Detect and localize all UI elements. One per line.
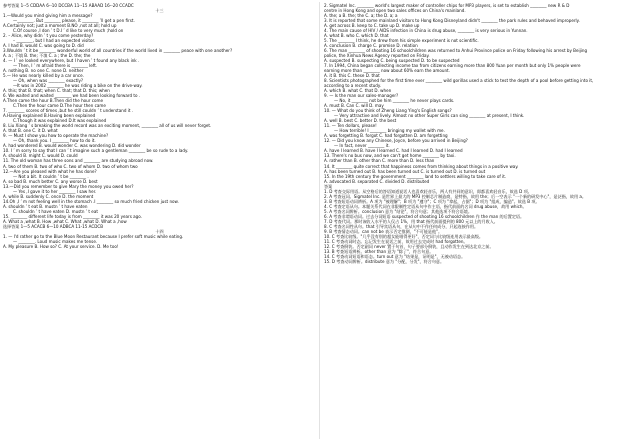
left-column-line: — ________. Loud music makes me tense. — [13, 238, 98, 244]
left-column-line: C.Of course ,I don ’ t D.I ’ d like to very much ;hold on — [13, 28, 124, 34]
right-column-line: 3. B 考查短语动词辨析。A 项为 "被理解"；B 项为 "遵守"；C 项为 "拿起，占据"；D 项为 "组成，编造"。故选 B 项。 — [324, 198, 540, 204]
left-column-line: A.Having explained B.Having been explained — [3, 113, 96, 119]
right-column-line: 答案 — [324, 183, 333, 189]
left-column-line: A. shouldn ’ t eat B. mustn ’ t have eaten — [3, 203, 88, 209]
left-column-line: — Oh, when was ________ exactly? — [13, 78, 84, 84]
right-column-line: A. well B. best C. better D. the best — [324, 118, 397, 124]
left-column-line: A. while B. suddenly C. once D. the moment — [3, 193, 94, 199]
left-column-line: 参考答案 1--5 CDDAA 6--10 DCCBA 11--15 ABAAD 16--20 CCADC — [3, 3, 134, 8]
left-column-line: 9. — Must I show you how to operate the machine? — [3, 133, 109, 139]
right-column-line: police, the Xinhua News Agency reported on Friday. — [324, 53, 430, 59]
right-column-line: 8. Scientists photographed for the first time ever ________ wild gorillas used a stick to test the depth of a pool before getting into it, — [324, 78, 594, 84]
left-column-line: 选择答案 1—5 ACACB 6—10 ADBCA 11-15 ACDCB — [3, 223, 104, 229]
left-column-line: — Not a bit. It couldn ’ t be ________ . — [13, 173, 89, 179]
right-column-line: 7. In 1994, China began collecting income tax from citizens earning more than 800 Yuan per month but only 1% people were — [324, 63, 581, 69]
right-column-line: 6. A 考查非谓语动词。过去分词短语 suspected of shooting 16 schoolchildren 作 the man 的后置定语。 — [324, 213, 525, 219]
right-column-line: — How terrible! I ________ bringing my wallet with me. — [334, 128, 445, 134]
right-column-line: A. suspected B. suspecting C. being suspected D. to be suspected — [324, 58, 460, 64]
right-column-line: 10. — What do you think of Zheng Liang Ying's English songs? — [324, 108, 452, 114]
right-column-line: 14. It ________ quite correct that happiness comes from thinking about things in a positive way. — [324, 163, 519, 169]
right-column-line: — In fact, never ________ it. — [334, 143, 390, 149]
left-column-line: 5.— He was nearly killed by a car once. — [3, 73, 84, 79]
right-column-line: A. what B. who C. which D. that — [324, 33, 389, 39]
left-column-line: 4. — I ’ ve looked everywhere, but I haven ’ t found any black ink . — [3, 58, 140, 64]
right-column-line: 4. The main cause of HIV / AIDS infection in China is drug abuse, ________ is very serious in Yunnan. — [324, 28, 528, 34]
left-column-line: —________. But ________ please, it ________ ’ll get a pen first. — [13, 18, 135, 24]
left-column-line: 6. We waited and waited ________ we had been looking forward to . — [3, 93, 141, 99]
right-column-line: according to a recent study. — [324, 83, 382, 89]
right-column-line: 9. B 考查情态动词。can not be 表示否定推测，"不可能是他"。 — [324, 228, 443, 234]
right-column-line: A. has been turned out B. has been turned out C. is turned out D. is turned out — [324, 168, 486, 174]
left-column-line: A. a ; 不填 B. the; 不填 C. a ; the D. the; the — [3, 53, 91, 59]
left-column-line: 1. — I'd rather go to the Blue Moon Restaurant because I prefer soft music while eating. — [3, 233, 184, 239]
right-column-line: A. must B. Can C. will D. may — [324, 103, 384, 109]
left-column-line: A. this; that B. that; when C. that; that D. this; when — [3, 88, 110, 94]
left-column-line: 12.—Are you pleased with what he has done? — [3, 168, 97, 174]
left-column-line: —It was in 2002 ________ he was riding a bike on the drive-way. — [13, 83, 143, 89]
left-column-line: A. My pleasure B. How so? C. At your service. D. Me too! — [3, 243, 119, 249]
left-column-line: A. so bad B. much better C. any worse D. best — [3, 178, 98, 184]
right-column-line: 6. The man ________ of shooting 16 schoolchildren was returned to Anhui Province police on Friday following his arrest by Beijing — [324, 48, 588, 54]
right-column-line: 3. It is reported that some mainland visitors to Hong Kong Disneyland didn't ________ the park rules and behaved improperly. — [324, 18, 580, 24]
right-column-line: A. have I learned B. have I learned C. had I learned D. had I learned — [324, 148, 463, 154]
right-column-line: A. rather than B. other than C. more than D. less than — [324, 158, 435, 164]
right-column-line: A. was forgetting B. forgot C. had forgotten D. am forgetting — [324, 133, 448, 139]
right-column-line: 10. C 考查比较级。"几乎没有别的超女能唱得更好"，否定词与比较级连用表示最高级。 — [324, 233, 484, 239]
right-column-line: A. which B. what C. that D. when — [324, 88, 392, 94]
left-column-line: 十三 — [155, 8, 164, 14]
left-column-line: — Oh, thank you. I ________ how to do it. — [13, 138, 96, 144]
right-column-line: 13. B 考查短语辨析。other than 意为 "除了"，符合句意。 — [324, 248, 434, 254]
left-column-line: C.Then the hour came D.The hour then came — [13, 103, 106, 109]
left-column-line: A. I had B. would C. was going to D. did — [3, 43, 84, 49]
left-column-line: 13.—Did you remember to give Mary the money you owed her? — [3, 183, 134, 189]
right-column-line: 4. C 考查定语从句。本题关系代词在非限制性定语从句中作主语，指代前面的名词 drug abuse，故用 which。 — [324, 203, 527, 209]
right-column-line: — No, it ________ not be him ________ he never plays cards. — [334, 98, 455, 104]
left-column-line: 14.Oh ,I ’ m not feeling well in the stomach .I ________ so much fried chicken just now. — [3, 198, 179, 204]
left-column-line: A.Then came the hour B.Then did the hour come — [3, 98, 104, 104]
right-column-line: 7. D 考查代词。那时该收入水平的人仅占 1%，用 that 指代前面提到的 800 元以上的月收入。 — [324, 218, 498, 224]
left-column-line: 2. – Alice, why didn ’ t you come yesterday? — [3, 33, 94, 39]
right-column — [324, 3, 638, 264]
right-column-line: A. the; a B. the; the C. a; the D. a; a — [324, 13, 398, 19]
right-column-line: 13. There's no bus now, and we can't get home ________ by taxi. — [324, 153, 456, 159]
right-column-line: 9. — Is the man our sales-manager? — [324, 93, 399, 99]
right-column-line: A. conclusion B. charge C. promise D. relation — [324, 43, 418, 49]
left-column-line: 3.Wouldn ’ t it be ________ wonderful world of all countries if the world lived in ________ peace with one another? — [3, 48, 233, 54]
column-divider — [319, 2, 320, 439]
right-column-line: 15. D 考查动词辨析。distribute 意为 "分配，分发"，符合句意。 — [324, 258, 445, 264]
left-column-line: 11. The old woman has three sons and ________ are studying abroad now. — [3, 158, 154, 164]
right-column-line: A. advocated B. separated C. divided D. distributed — [324, 178, 430, 184]
right-column-line: 11. C 考查动词时态。忘记发生在说话之前，故用过去完成时 had forgotten。 — [324, 238, 468, 244]
left-column-line: A. should B. might C. would D. could — [3, 153, 78, 159]
right-column-line: 2. A 考查冠词。Sigmatel Inc. 是世界上最大的 MP3 控制芯片制造商，是特指，故用 the；后一空表示 "一个新的研发中心"，是泛指，故用 a。 — [324, 193, 586, 199]
left-column-line: A. two of them B. two of who C. two of whom D. two of whom two — [3, 163, 138, 169]
left-column — [3, 3, 316, 249]
right-column-line: 2. Sigmatel Inc. ________ world's largest maker of controller chips for MP3 players, is set to establish ________ new R & D — [324, 3, 570, 8]
right-column-line: 5. The ________ I think, he drew from his simple experiment is not scientific. — [324, 38, 479, 44]
left-column-line: A. What a ,what B. How ,what C. What ,what D. What a ,how — [3, 218, 127, 224]
left-column-line: A. nothing B. no one C. none D. neither — [3, 68, 84, 74]
left-column-line: — Yes ,I gave it to her ________ I saw her. — [13, 188, 97, 194]
left-column-line: 十四 — [155, 228, 164, 234]
right-column-line: centre in Hong Kong and open two sales offices on China's mainland. — [324, 8, 466, 14]
right-column-line: 11. — Ten dollars, please! — [324, 123, 377, 129]
right-column-line: earning more than ________ now about 60% earn the amount. — [324, 68, 450, 74]
left-column-line: — Then, I ’ m afraid there is ________ left. — [13, 63, 98, 69]
right-column-line: 5. A 考查名词辨析。conclusion 意为 "结论"，符合句意；其他选项不符合语境。 — [324, 208, 472, 214]
left-column-line: 10. I ’ m sorry to say that I can ’ t imagine such a gentleman ________ be so rude to a lady. — [3, 148, 189, 154]
right-column-line: 15. In the 19th century the government ________ land to settlers willing to take care of it. — [324, 173, 507, 179]
left-column-line: – ________, but I had an expected visitor. — [13, 38, 96, 44]
right-column-line: 8. C 考查名词性从句。that 引导宾语从句，在从句中不作任何成分，只起连接作用。 — [324, 223, 479, 229]
right-column-line: A. get across B. keep to C. take up D. make up — [324, 23, 420, 29]
right-column-line: 12. — Did you know any Chinese, Joyce, before you arrived in Beijing? — [324, 138, 468, 144]
left-column-line: 8. Liu Xiang ’ s breaking the world record was an exciting moment, ________ all of us will never forget. — [3, 123, 212, 129]
right-column-line: 12. C 考查倒装。否定副词 never 置于句首，句子要部分倒装，且动作发生在到达北京之前。 — [324, 243, 494, 249]
right-column-line: — Very attractive and lively. Almost no other Super Girls can sing ________ at present, I think. — [334, 113, 525, 119]
right-column-line: A. it B. this C. these D. that — [324, 73, 380, 79]
left-column-line: A.Certainly not; just a moment B.NO ,not at all; hold up — [3, 23, 117, 29]
left-column-line: 15. ________ different life today is from ________ it was 20 years ago. — [3, 213, 142, 219]
right-column-line: 14. C 考查动词短语和语态。turn out 意为 "结果是，证明是"，无被动语态。 — [324, 253, 466, 259]
left-column-line: 7. ________ scores of times ,but he still couldn ’ t understand it . — [3, 108, 134, 114]
left-column-line: A. that B. one C. it D. what — [3, 128, 58, 134]
right-column-line: 1. D 考查交际用语。从空格后的答语知道说话人也喜欢轻音乐，两人有共同的意识，即都喜欢轻音乐，故选 D 项。 — [324, 188, 532, 194]
left-column-line: C. shouldn ’ t have eaten D. mustn ’ t eat — [13, 208, 98, 214]
left-column-line: A. had wondered B. would wonder C. was wondering D. did wonder — [3, 143, 141, 149]
left-column-line: 1.—Would you mind giving him a message? — [3, 13, 93, 19]
left-column-line: C.Though it was explained D.It was explained — [13, 118, 107, 124]
